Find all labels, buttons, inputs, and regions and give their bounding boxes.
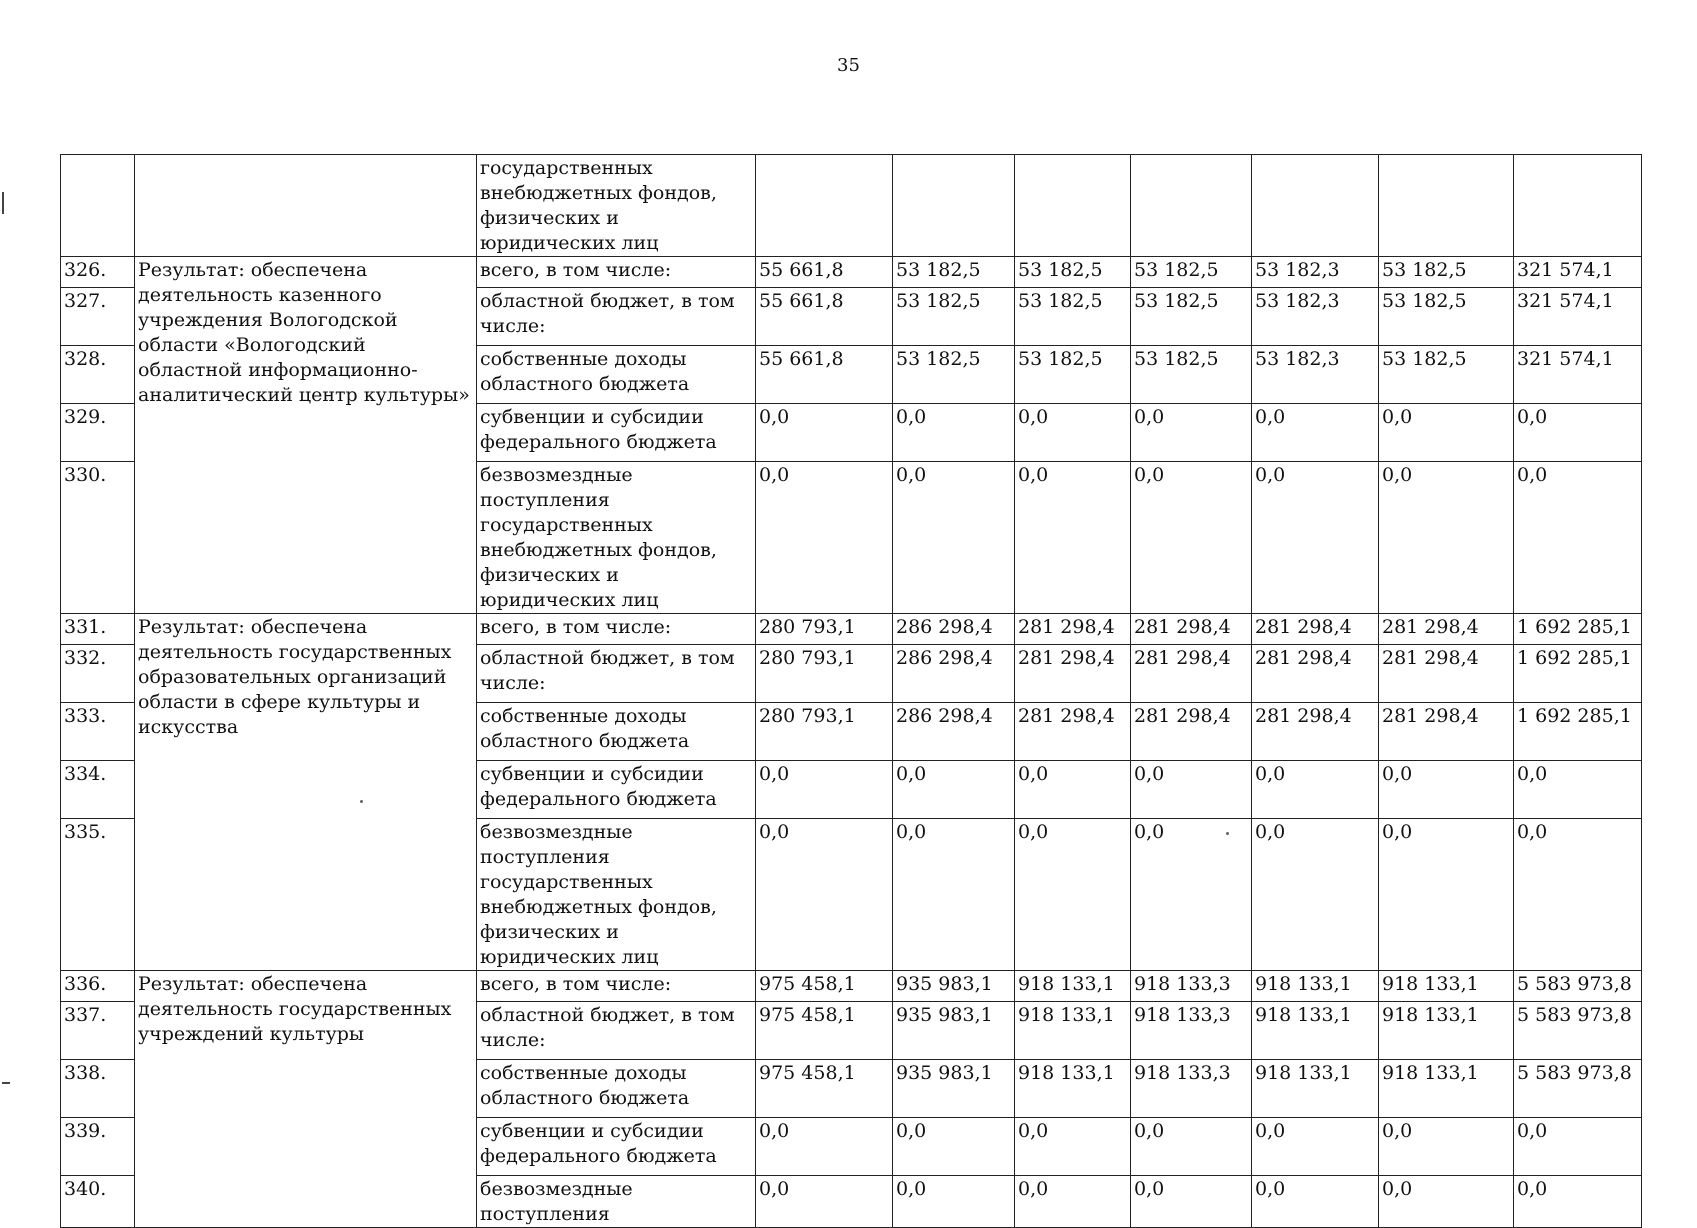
value-cell: 0,0	[1131, 819, 1252, 971]
value-cell: 281 298,4	[1015, 645, 1131, 703]
value-cell: 53 182,3	[1252, 346, 1379, 404]
table-row	[61, 257, 1642, 288]
value-cell	[1015, 155, 1131, 257]
value-cell	[1514, 155, 1642, 257]
value-cell: 286 298,4	[893, 614, 1015, 645]
row-number-cell: 339.	[61, 1118, 135, 1176]
value-cell: 53 182,5	[893, 257, 1015, 288]
value-cell: 53 182,5	[1131, 346, 1252, 404]
value-cell: 53 182,5	[893, 346, 1015, 404]
funding-source-cell: субвенции и субсидии федерального бюджета	[477, 1118, 756, 1176]
value-cell: 0,0	[1252, 404, 1379, 462]
row-number-cell: 340.	[61, 1176, 135, 1228]
page-number: 35	[837, 55, 860, 76]
funding-source-cell: безвозмездные поступления	[477, 1176, 756, 1228]
funding-source-cell: субвенции и субсидии федерального бюджета	[477, 404, 756, 462]
value-cell: 918 133,1	[1252, 971, 1379, 1002]
value-cell	[1131, 155, 1252, 257]
result-cell: Результат: обеспечена деятельность государственных учреждений культуры	[135, 971, 477, 1228]
value-cell: 0,0	[1379, 1176, 1514, 1228]
value-cell: 281 298,4	[1015, 703, 1131, 761]
value-cell: 53 182,5	[1379, 288, 1514, 346]
value-cell: 53 182,3	[1252, 257, 1379, 288]
value-cell: 918 133,1	[1252, 1060, 1379, 1118]
value-cell: 0,0	[1015, 1118, 1131, 1176]
value-cell: 0,0	[1015, 819, 1131, 971]
value-cell: 0,0	[1252, 1176, 1379, 1228]
value-cell: 0,0	[1015, 1176, 1131, 1228]
value-cell: 0,0	[1131, 1176, 1252, 1228]
value-cell: 918 133,3	[1131, 1002, 1252, 1060]
funding-source-cell: государственных внебюджетных фондов, физических и юридических лиц	[477, 155, 756, 257]
value-cell: 0,0	[756, 462, 893, 614]
total-value-cell: 1 692 285,1	[1514, 703, 1642, 761]
total-value-cell: 321 574,1	[1514, 288, 1642, 346]
value-cell: 975 458,1	[756, 1060, 893, 1118]
value-cell: 53 182,5	[1015, 257, 1131, 288]
value-cell: 918 133,1	[1015, 971, 1131, 1002]
value-cell: 0,0	[1131, 761, 1252, 819]
value-cell: 975 458,1	[756, 971, 893, 1002]
row-number-cell: 333.	[61, 703, 135, 761]
value-cell: 55 661,8	[756, 346, 893, 404]
value-cell: 281 298,4	[1131, 645, 1252, 703]
table-row	[61, 971, 1642, 1002]
funding-source-cell: безвозмездные поступления государственных внебюджетных фондов, физических и юридических лиц	[477, 819, 756, 971]
value-cell: 0,0	[1252, 462, 1379, 614]
value-cell: 0,0	[1015, 404, 1131, 462]
value-cell	[756, 155, 893, 257]
value-cell: 0,0	[1379, 761, 1514, 819]
row-number-cell: 336.	[61, 971, 135, 1002]
budget-table	[60, 154, 1642, 1228]
total-value-cell: 321 574,1	[1514, 346, 1642, 404]
value-cell: 0,0	[893, 1176, 1015, 1228]
funding-source-cell: всего, в том числе:	[477, 257, 756, 288]
funding-source-cell: субвенции и субсидии федерального бюджета	[477, 761, 756, 819]
value-cell: 281 298,4	[1379, 645, 1514, 703]
funding-source-cell: областной бюджет, в том числе:	[477, 645, 756, 703]
value-cell: 281 298,4	[1131, 703, 1252, 761]
value-cell: 0,0	[1379, 819, 1514, 971]
row-number-cell: 327.	[61, 288, 135, 346]
funding-source-cell: безвозмездные поступления государственных внебюджетных фондов, физических и юридических лиц	[477, 462, 756, 614]
table-body	[61, 155, 1642, 1228]
value-cell: 0,0	[893, 1118, 1015, 1176]
result-cell: Результат: обеспечена деятельность государственных образовательных организаций области в сфере культуры и искусства	[135, 614, 477, 971]
value-cell: 0,0	[893, 404, 1015, 462]
funding-source-cell: всего, в том числе:	[477, 971, 756, 1002]
value-cell: 53 182,5	[893, 288, 1015, 346]
total-value-cell: 1 692 285,1	[1514, 614, 1642, 645]
row-number-cell: 326.	[61, 257, 135, 288]
value-cell	[893, 155, 1015, 257]
value-cell: 935 983,1	[893, 971, 1015, 1002]
value-cell: 0,0	[1131, 1118, 1252, 1176]
value-cell: 281 298,4	[1252, 703, 1379, 761]
value-cell: 53 182,5	[1131, 257, 1252, 288]
total-value-cell: 1 692 285,1	[1514, 645, 1642, 703]
value-cell: 0,0	[1252, 761, 1379, 819]
row-number-cell: 335.	[61, 819, 135, 971]
value-cell: 0,0	[1131, 404, 1252, 462]
value-cell: 975 458,1	[756, 1002, 893, 1060]
total-value-cell: 321 574,1	[1514, 257, 1642, 288]
value-cell	[1379, 155, 1514, 257]
value-cell: 0,0	[1252, 1118, 1379, 1176]
row-number-cell: 329.	[61, 404, 135, 462]
total-value-cell: 0,0	[1514, 404, 1642, 462]
total-value-cell: 0,0	[1514, 1176, 1642, 1228]
value-cell: 286 298,4	[893, 645, 1015, 703]
value-cell: 281 298,4	[1015, 614, 1131, 645]
total-value-cell: 0,0	[1514, 462, 1642, 614]
value-cell: 0,0	[756, 404, 893, 462]
value-cell: 935 983,1	[893, 1060, 1015, 1118]
row-number-cell: 338.	[61, 1060, 135, 1118]
value-cell: 55 661,8	[756, 257, 893, 288]
value-cell: 0,0	[756, 819, 893, 971]
value-cell: 0,0	[1379, 462, 1514, 614]
funding-source-cell: собственные доходы областного бюджета	[477, 346, 756, 404]
value-cell: 280 793,1	[756, 645, 893, 703]
value-cell: 918 133,1	[1379, 1002, 1514, 1060]
value-cell: 53 182,5	[1131, 288, 1252, 346]
scan-artifact	[2, 192, 4, 214]
value-cell: 918 133,3	[1131, 971, 1252, 1002]
value-cell: 53 182,5	[1015, 346, 1131, 404]
value-cell: 918 133,1	[1252, 1002, 1379, 1060]
table-row	[61, 614, 1642, 645]
total-value-cell: 0,0	[1514, 761, 1642, 819]
value-cell: 55 661,8	[756, 288, 893, 346]
funding-source-cell: собственные доходы областного бюджета	[477, 703, 756, 761]
value-cell: 0,0	[1252, 819, 1379, 971]
value-cell: 281 298,4	[1252, 645, 1379, 703]
value-cell: 0,0	[1379, 404, 1514, 462]
value-cell: 935 983,1	[893, 1002, 1015, 1060]
value-cell: 280 793,1	[756, 703, 893, 761]
value-cell: 0,0	[893, 761, 1015, 819]
value-cell: 0,0	[1015, 761, 1131, 819]
total-value-cell: 5 583 973,8	[1514, 1060, 1642, 1118]
row-number-cell: 328.	[61, 346, 135, 404]
total-value-cell: 5 583 973,8	[1514, 971, 1642, 1002]
row-number-cell: 332.	[61, 645, 135, 703]
value-cell: 280 793,1	[756, 614, 893, 645]
row-number-cell: 334.	[61, 761, 135, 819]
value-cell: 918 133,1	[1015, 1060, 1131, 1118]
value-cell	[1252, 155, 1379, 257]
funding-source-cell: всего, в том числе:	[477, 614, 756, 645]
funding-source-cell: собственные доходы областного бюджета	[477, 1060, 756, 1118]
result-cell: Результат: обеспечена деятельность казенного учреждения Вологодской области «Вологодский областной информационно-аналитический центр культуры»	[135, 257, 477, 614]
value-cell: 0,0	[1015, 462, 1131, 614]
row-number-cell: 330.	[61, 462, 135, 614]
value-cell: 918 133,1	[1379, 971, 1514, 1002]
value-cell: 918 133,1	[1379, 1060, 1514, 1118]
result-cell	[135, 155, 477, 257]
value-cell: 918 133,3	[1131, 1060, 1252, 1118]
value-cell: 0,0	[756, 1118, 893, 1176]
value-cell: 53 182,5	[1379, 257, 1514, 288]
value-cell: 281 298,4	[1252, 614, 1379, 645]
funding-source-cell: областной бюджет, в том числе:	[477, 288, 756, 346]
value-cell: 0,0	[1379, 1118, 1514, 1176]
value-cell: 281 298,4	[1379, 703, 1514, 761]
value-cell: 0,0	[756, 1176, 893, 1228]
value-cell: 286 298,4	[893, 703, 1015, 761]
total-value-cell: 0,0	[1514, 819, 1642, 971]
value-cell: 53 182,5	[1015, 288, 1131, 346]
value-cell: 0,0	[893, 462, 1015, 614]
value-cell: 281 298,4	[1131, 614, 1252, 645]
value-cell: 0,0	[1131, 462, 1252, 614]
total-value-cell: 0,0	[1514, 1118, 1642, 1176]
row-number-cell: 337.	[61, 1002, 135, 1060]
value-cell: 281 298,4	[1379, 614, 1514, 645]
value-cell: 0,0	[756, 761, 893, 819]
table-row-continuation	[61, 155, 1642, 257]
value-cell: 918 133,1	[1015, 1002, 1131, 1060]
funding-source-cell: областной бюджет, в том числе:	[477, 1002, 756, 1060]
value-cell: 53 182,5	[1379, 346, 1514, 404]
scan-artifact	[2, 1082, 10, 1084]
row-number-cell: 331.	[61, 614, 135, 645]
total-value-cell: 5 583 973,8	[1514, 1002, 1642, 1060]
value-cell: 0,0	[893, 819, 1015, 971]
row-number-cell	[61, 155, 135, 257]
value-cell: 53 182,3	[1252, 288, 1379, 346]
